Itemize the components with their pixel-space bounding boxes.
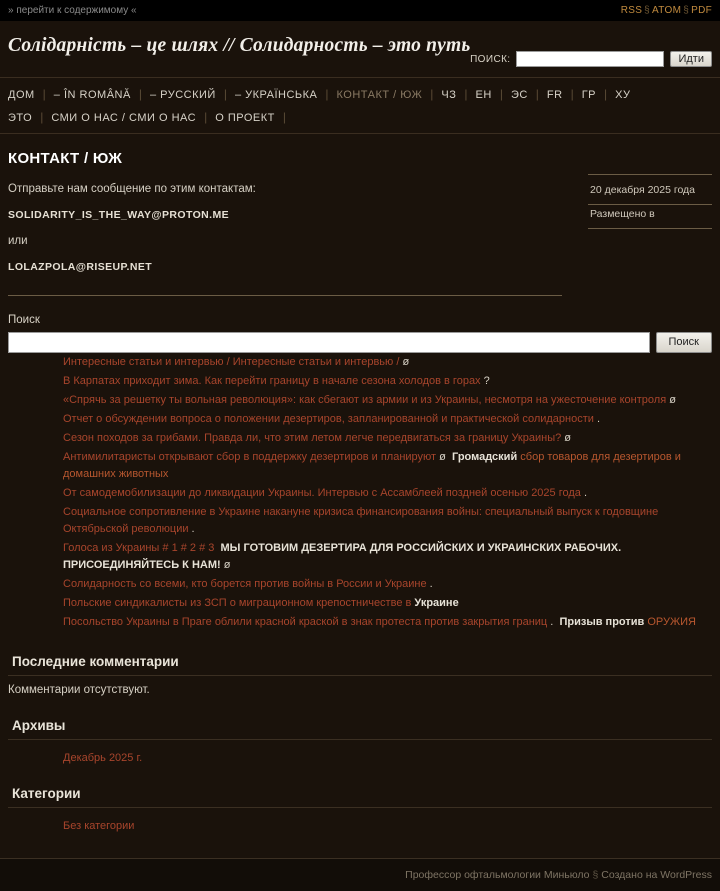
nav-link-gr[interactable]: ГР bbox=[581, 89, 597, 101]
nav-link-fr[interactable]: FR bbox=[546, 89, 563, 101]
widget-search bbox=[8, 314, 712, 353]
article-link-tail: ø bbox=[223, 559, 231, 572]
nav-link-project[interactable]: О ПРОЕКТ bbox=[215, 111, 275, 124]
powered-by-link[interactable]: Создано на WordPress bbox=[601, 869, 712, 882]
article-link[interactable]: Сезон походов за грибами. Правда ли, что этим летом легче передвигаться за границу Украины? bbox=[63, 431, 562, 444]
nav-row-secondary bbox=[8, 106, 712, 129]
article-link-highlight[interactable]: Украине bbox=[414, 597, 459, 610]
article-link-tail: ø bbox=[402, 355, 410, 368]
post-date: 20 декабря 2025 года bbox=[588, 181, 712, 205]
article-link-tail: ? bbox=[483, 374, 490, 387]
nav-item-about bbox=[8, 110, 32, 124]
nav-divider: | bbox=[40, 109, 44, 124]
nav-link-about[interactable]: ЭТО bbox=[8, 111, 33, 124]
nav-item-dom bbox=[8, 87, 35, 101]
article-link[interactable]: Интересные статьи и интервью / Интересные статьи и интервью / bbox=[63, 355, 400, 368]
nav-item-project bbox=[215, 110, 275, 124]
skip-to-content-link[interactable]: » перейти к содержимому « bbox=[8, 5, 137, 16]
nav-link-hu[interactable]: ХУ bbox=[615, 89, 631, 101]
nav-link-en[interactable]: ЕН bbox=[475, 89, 492, 101]
nav-link-media[interactable]: СМИ О НАС / СМИ О НАС bbox=[51, 111, 197, 124]
list-item bbox=[63, 539, 712, 575]
article-link-secondary[interactable]: сбор товаров для дезертиров и домашних животных bbox=[63, 451, 681, 481]
nav-divider: | bbox=[325, 87, 329, 101]
search-widget-button[interactable]: Поиск bbox=[656, 332, 712, 353]
categories-list bbox=[8, 818, 712, 832]
contact-or-text: или bbox=[8, 234, 28, 247]
article-link[interactable]: От самодемобилизации до ликвидации Украины. Интервью с Ассамблеей поздней осенью 2025 года bbox=[63, 487, 581, 500]
nav-divider: | bbox=[464, 87, 468, 101]
contact-email-secondary[interactable]: LOLAZPOLA@RISEUP.NET bbox=[8, 260, 153, 273]
nav-link-es[interactable]: ЭС bbox=[510, 89, 528, 101]
header-search-button[interactable]: Идти bbox=[670, 51, 712, 67]
recent-comments-title: Последние комментарии bbox=[8, 650, 712, 676]
list-item bbox=[63, 448, 712, 484]
list-item bbox=[63, 818, 712, 832]
archives-list bbox=[8, 750, 712, 764]
category-link-uncategorized[interactable]: Без категории bbox=[63, 820, 135, 833]
footer-separator: § bbox=[592, 869, 599, 882]
article-link[interactable]: Солидарность со всеми, кто борется против войны в России и Украине bbox=[63, 578, 427, 591]
search-widget-title: Поиск bbox=[8, 313, 40, 326]
search-widget-form bbox=[8, 332, 712, 353]
nav-row-primary bbox=[8, 83, 712, 106]
article-link-tail: . bbox=[191, 523, 195, 536]
recent-comments-empty: Комментарии отсутствуют. bbox=[8, 684, 150, 697]
article-link-tail: ø bbox=[439, 451, 446, 464]
nav-link-ukrainian[interactable]: – УКРАЇНСЬКА bbox=[234, 89, 318, 101]
list-item bbox=[63, 372, 712, 391]
header-search-label: ПОИСК: bbox=[470, 53, 511, 65]
list-item bbox=[63, 410, 712, 429]
list-item bbox=[63, 594, 712, 613]
article-link-tail: . bbox=[550, 616, 554, 629]
pdf-feed-link[interactable]: PDF bbox=[691, 5, 712, 16]
list-item bbox=[63, 503, 712, 539]
nav-item-ukrainian bbox=[235, 87, 317, 101]
feed-links bbox=[621, 5, 712, 16]
archive-link-december-2025[interactable]: Декабрь 2025 г. bbox=[63, 752, 143, 765]
nav-divider: | bbox=[499, 87, 503, 101]
nav-divider: | bbox=[204, 109, 208, 124]
list-item bbox=[63, 429, 712, 448]
nav-item-hu bbox=[615, 87, 630, 101]
archives-title: Архивы bbox=[8, 714, 712, 740]
article-links-list bbox=[8, 353, 712, 633]
page-title: КОНТАКТ / ЮЖ bbox=[8, 149, 123, 167]
nav-item-media bbox=[51, 110, 196, 124]
top-utility-bar bbox=[0, 0, 720, 21]
post-meta-box bbox=[588, 174, 712, 229]
nav-divider: | bbox=[282, 109, 286, 124]
article-link-tail: . bbox=[583, 487, 588, 500]
widget-area bbox=[0, 314, 720, 833]
article-link[interactable]: Польские синдикалисты из ЗСП о миграционном крепостничестве в bbox=[63, 597, 412, 610]
atom-feed-link[interactable]: ATOM bbox=[652, 5, 682, 16]
theme-credit-link[interactable]: Профессор офтальмологии Миньюло bbox=[405, 869, 590, 882]
widget-archives bbox=[8, 714, 712, 764]
article-link-highlight[interactable]: Призыв против bbox=[559, 616, 645, 629]
article-link-tail: ø bbox=[669, 393, 676, 406]
meta-rule-top bbox=[588, 174, 712, 175]
rss-feed-link[interactable]: RSS bbox=[620, 5, 643, 16]
widget-recent-comments bbox=[8, 650, 712, 696]
header-search-form bbox=[470, 51, 712, 67]
nav-item-contact bbox=[336, 87, 422, 101]
content-divider bbox=[8, 295, 562, 296]
article-link-tail: ø bbox=[564, 431, 572, 444]
feed-separator-1: § bbox=[644, 5, 651, 16]
article-link[interactable]: Отчет о обсуждении вопроса о положении дезертиров, запланированной и практической солидарности bbox=[63, 412, 594, 425]
nav-link-romana[interactable]: – ÎN ROMÂNĂ bbox=[53, 89, 131, 101]
article-link-highlight[interactable]: Громадский bbox=[452, 451, 518, 464]
article-link-tail: . bbox=[429, 578, 433, 591]
list-item bbox=[63, 575, 712, 594]
nav-divider: | bbox=[138, 87, 142, 101]
article-link[interactable]: Антимилитаристы открывают сбор в поддержку дезертиров и планируют bbox=[63, 451, 437, 464]
contact-email-primary[interactable]: SOLIDARITY_IS_THE_WAY@PROTON.ME bbox=[8, 208, 230, 221]
nav-item-cz bbox=[441, 87, 456, 101]
list-item bbox=[63, 613, 712, 632]
list-item bbox=[63, 484, 712, 503]
nav-item-en bbox=[476, 87, 492, 101]
site-header bbox=[0, 21, 720, 77]
feed-separator-2: § bbox=[683, 5, 690, 16]
article-link-secondary[interactable]: ОРУЖИЯ bbox=[647, 616, 696, 629]
list-item bbox=[63, 750, 712, 764]
site-title[interactable]: Солідарність – це шлях // Солидарность – это путь bbox=[8, 35, 471, 56]
nav-item-russian bbox=[150, 87, 216, 101]
nav-link-cz[interactable]: ЧЗ bbox=[441, 89, 457, 101]
nav-divider: | bbox=[535, 87, 539, 101]
site-footer bbox=[0, 858, 720, 891]
nav-item-romana bbox=[54, 87, 131, 101]
search-widget-input[interactable] bbox=[8, 332, 650, 353]
header-search-input[interactable] bbox=[516, 51, 664, 67]
main-content bbox=[0, 134, 720, 296]
widget-categories bbox=[8, 782, 712, 832]
post-posted-in: Размещено в bbox=[588, 205, 712, 229]
nav-item-es bbox=[511, 87, 528, 101]
contact-intro: Отправьте нам сообщение по этим контактам: bbox=[8, 182, 256, 195]
nav-link-dom[interactable]: ДОМ bbox=[8, 89, 35, 101]
article-link[interactable]: Голоса из Украины # 1 # 2 # 3 bbox=[63, 542, 215, 555]
article-link[interactable]: Социальное сопротивление в Украине накануне кризиса финансирования войны: специальный выпуск к годовщине Октябрьской революции bbox=[63, 506, 659, 536]
article-link-tail: . bbox=[596, 412, 601, 425]
article-link-highlight[interactable]: МЫ ГОТОВИМ ДЕЗЕРТИРА ДЛЯ РОССИЙСКИХ И УКРАИНСКИХ РАБОЧИХ. ПРИСОЕДИНЯЙТЕСЬ К НАМ! bbox=[63, 542, 622, 572]
nav-divider: | bbox=[604, 87, 608, 101]
nav-item-gr bbox=[582, 87, 596, 101]
article-link[interactable]: В Карпатах приходит зима. Как перейти границу в начале сезона холодов в горах bbox=[63, 374, 481, 387]
nav-link-russian[interactable]: – РУССКИЙ bbox=[149, 89, 216, 101]
nav-link-contact[interactable]: КОНТАКТ / ЮЖ bbox=[336, 89, 423, 101]
list-item bbox=[63, 353, 712, 372]
main-navigation bbox=[0, 77, 720, 134]
categories-title: Категории bbox=[8, 782, 712, 808]
nav-divider: | bbox=[223, 87, 227, 101]
nav-divider: | bbox=[570, 87, 574, 101]
nav-divider: | bbox=[42, 87, 46, 101]
article-link[interactable]: «Спрячь за решетку ты вольная революция»: как сбегают из армии и из Украины, несмотря на ужесточение контроля bbox=[63, 393, 667, 406]
nav-item-fr bbox=[547, 87, 563, 101]
article-link[interactable]: Посольство Украины в Праге облили красной краской в знак протеста против закрытия границ bbox=[63, 616, 548, 629]
list-item bbox=[63, 391, 712, 410]
nav-divider: | bbox=[430, 87, 434, 101]
